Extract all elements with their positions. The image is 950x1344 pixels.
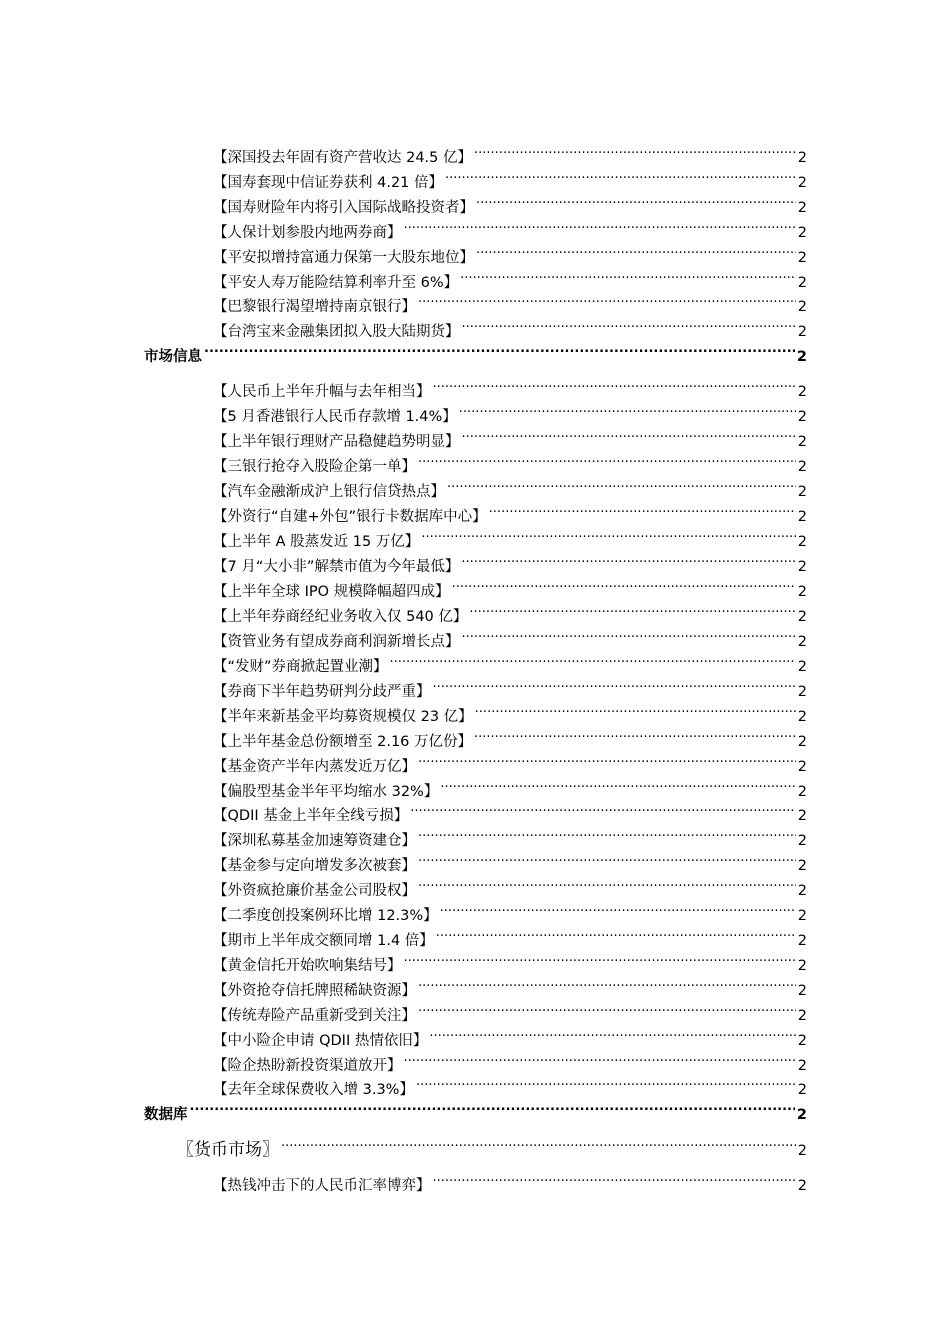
toc-entry-page: 2	[796, 1107, 807, 1123]
toc-entry[interactable]	[213, 921, 807, 949]
toc-entry-page: 2	[797, 509, 807, 525]
dot-leader	[436, 921, 796, 945]
dot-leader	[404, 1046, 796, 1070]
toc-entry-title: 【险企热盼新投资渠道放开】	[213, 1058, 402, 1074]
dot-leader	[204, 337, 795, 361]
toc-entry-title: 【三银行抢夺入股险企第一单】	[213, 459, 416, 475]
toc-entry-title: 【7 月“大小非”解禁市值为今年最低】	[213, 559, 460, 575]
toc-entry-page: 2	[797, 1058, 807, 1074]
dot-leader	[421, 522, 795, 546]
dot-leader	[433, 672, 796, 696]
dot-leader	[390, 647, 796, 671]
toc-subsection-heading[interactable]	[177, 1131, 807, 1160]
toc-entry-title: 【期市上半年成交额同增 1.4 倍】	[213, 933, 434, 949]
toc-entry[interactable]	[213, 163, 807, 191]
toc-entry[interactable]	[213, 672, 807, 700]
toc-entry[interactable]	[213, 138, 807, 166]
dot-leader	[404, 213, 796, 237]
toc-entry-page: 2	[797, 559, 807, 575]
toc-entry[interactable]	[213, 1166, 807, 1194]
toc-entry-page: 2	[797, 175, 807, 191]
toc-entry-title: 【台湾宝来金融集团拟入股大陆期货】	[213, 324, 460, 340]
toc-entry-title: 【中小险企申请 QDII 热情依旧】	[213, 1033, 428, 1049]
dot-leader	[281, 1131, 796, 1155]
toc-entry-page: 2	[797, 534, 807, 550]
toc-entry-title: 【黄金信托开始吹响集结号】	[213, 958, 402, 974]
toc-entry-title: 【平安拟增持富通力保第一大股东地位】	[213, 250, 474, 266]
dot-leader	[474, 138, 796, 162]
dot-leader	[469, 597, 795, 621]
toc-entry-title: 【QDII 基金上半年全线亏损】	[213, 808, 409, 824]
toc-entry-title: 【国寿套现中信证券获利 4.21 倍】	[213, 175, 444, 191]
toc-entry-page: 2	[797, 609, 807, 625]
toc-entry-page: 2	[797, 434, 807, 450]
toc-entry[interactable]	[213, 522, 807, 550]
toc-entry[interactable]	[213, 946, 807, 974]
toc-entry[interactable]	[213, 996, 807, 1024]
toc-entry-title: 【上半年全球 IPO 规模降幅超四成】	[213, 584, 450, 600]
dot-leader	[462, 622, 796, 646]
toc-entry-page: 2	[797, 808, 807, 824]
toc-entry[interactable]	[213, 372, 807, 400]
toc-entry-title: 【热钱冲击下的人民币汇率博弈】	[213, 1178, 431, 1194]
toc-entry-page: 2	[797, 1143, 807, 1159]
dot-leader	[418, 747, 796, 771]
toc-entry-page: 2	[797, 1033, 807, 1049]
toc-entry[interactable]	[213, 747, 807, 775]
toc-entry-title: 【二季度创投案例环比增 12.3%】	[213, 908, 438, 924]
dot-leader	[474, 722, 796, 746]
toc-entry-title: 【上半年 A 股蒸发近 15 万亿】	[213, 534, 420, 550]
toc-entry-title: 【券商下半年趋势研判分歧严重】	[213, 684, 431, 700]
toc-entry-title: 【偏股型基金半年平均缩水 32%】	[213, 784, 439, 800]
toc-entry-page: 2	[797, 734, 807, 750]
toc-entry-title: 【外资疯抢廉价基金公司股权】	[213, 883, 416, 899]
toc-entry-page: 2	[797, 759, 807, 775]
toc-entry-title: 【上半年基金总份额增至 2.16 万亿份】	[213, 734, 473, 750]
toc-entry[interactable]	[213, 597, 807, 625]
toc-entry-title: 【传统寿险产品重新受到关注】	[213, 1008, 416, 1024]
toc-entry[interactable]	[213, 447, 807, 475]
dot-leader	[418, 287, 796, 311]
toc-entry[interactable]	[213, 238, 807, 266]
toc-entry-page: 2	[797, 908, 807, 924]
toc-entry[interactable]	[213, 213, 807, 241]
dot-leader	[418, 846, 796, 870]
toc-entry-title: 【基金资产半年内蒸发近万亿】	[213, 759, 416, 775]
toc-entry-title: 【巴黎银行渴望增持南京银行】	[213, 299, 416, 315]
toc-entry[interactable]	[213, 871, 807, 899]
toc-entry-page: 2	[797, 275, 807, 291]
toc-entry[interactable]	[213, 472, 807, 500]
toc-entry-title: 【“发财”券商掀起置业潮】	[213, 659, 388, 675]
toc-entry-page: 2	[797, 384, 807, 400]
toc-entry-page: 2	[797, 1082, 807, 1098]
toc-entry-title: 【国寿财险年内将引入国际战略投资者】	[213, 200, 474, 216]
toc-entry-title: 【上半年银行理财产品稳健趋势明显】	[213, 434, 460, 450]
dot-leader	[447, 472, 796, 496]
toc-entry-title: 【外资行“自建+外包”银行卡数据库中心】	[213, 509, 487, 525]
dot-leader	[418, 971, 796, 995]
toc-entry[interactable]	[213, 647, 807, 675]
toc-entry-page: 2	[797, 933, 807, 949]
toc-entry-page: 2	[797, 1008, 807, 1024]
dot-leader	[416, 1070, 796, 1094]
dot-leader	[476, 238, 796, 262]
toc-entry-title: 市场信息	[144, 349, 202, 365]
toc-entry-title: 【半年来新基金平均募资规模仅 23 亿】	[213, 709, 473, 725]
toc-entry-page: 2	[797, 983, 807, 999]
toc-entry[interactable]	[213, 821, 807, 849]
toc-entry-page: 2	[797, 484, 807, 500]
toc-entry-page: 2	[797, 459, 807, 475]
toc-entry[interactable]	[213, 722, 807, 750]
toc-entry-page: 2	[797, 709, 807, 725]
toc-entry[interactable]	[213, 263, 807, 291]
dot-leader	[190, 1095, 795, 1119]
toc-entry[interactable]	[213, 1046, 807, 1074]
toc-entry-page: 2	[797, 584, 807, 600]
toc-entry-title: 〖货币市场〗	[177, 1140, 279, 1160]
dot-leader	[476, 188, 796, 212]
toc-entry-title: 【深国投去年固有资产营收达 24.5 亿】	[213, 150, 473, 166]
toc-entry-page: 2	[797, 200, 807, 216]
dot-leader	[418, 996, 796, 1020]
toc-entry[interactable]	[213, 846, 807, 874]
toc-entry-title: 【上半年券商经纪业务收入仅 540 亿】	[213, 609, 468, 625]
toc-entry-title: 【深圳私募基金加速筹资建仓】	[213, 833, 416, 849]
dot-leader	[418, 871, 796, 895]
toc-entry-page: 2	[797, 409, 807, 425]
toc-entry-title: 数据库	[144, 1107, 188, 1123]
toc-entry[interactable]	[213, 572, 807, 600]
dot-leader	[429, 1021, 795, 1045]
toc-entry-title: 【汽车金融渐成沪上银行信贷热点】	[213, 484, 445, 500]
toc-entry-page: 2	[797, 684, 807, 700]
toc-entry[interactable]	[213, 1070, 807, 1098]
toc-entry[interactable]	[213, 622, 807, 650]
toc-entry-title: 【人保计划参股内地两券商】	[213, 225, 402, 241]
toc-entry[interactable]	[213, 547, 807, 575]
toc-entry-page: 2	[797, 883, 807, 899]
toc-entry-page: 2	[797, 324, 807, 340]
toc-entry[interactable]	[213, 697, 807, 725]
toc-entry-page: 2	[796, 349, 807, 365]
toc-entry-title: 【资管业务有望成券商利润新增长点】	[213, 634, 460, 650]
toc-section-heading[interactable]	[144, 337, 807, 365]
dot-leader	[475, 697, 796, 721]
toc-section-heading[interactable]	[144, 1095, 807, 1123]
dot-leader	[462, 422, 796, 446]
toc-entry-title: 【去年全球保费收入增 3.3%】	[213, 1082, 414, 1098]
dot-leader	[410, 796, 796, 820]
toc-entry-title: 【基金参与定向增发多次被套】	[213, 858, 416, 874]
dot-leader	[404, 946, 796, 970]
dot-leader	[445, 163, 796, 187]
toc-entry-title: 【5 月香港银行人民币存款增 1.4%】	[213, 409, 457, 425]
dot-leader	[460, 263, 796, 287]
toc-entry-page: 2	[797, 858, 807, 874]
toc-entry[interactable]	[213, 422, 807, 450]
toc-entry-page: 2	[797, 958, 807, 974]
toc-entry[interactable]	[213, 188, 807, 216]
dot-leader	[459, 397, 796, 421]
toc-entry[interactable]	[213, 287, 807, 315]
toc-entry-page: 2	[797, 784, 807, 800]
toc-entry[interactable]	[213, 312, 807, 340]
toc-entry-page: 2	[797, 833, 807, 849]
toc-entry-title: 【人民币上半年升幅与去年相当】	[213, 384, 431, 400]
toc-entry-title: 【外资抢夺信托牌照稀缺资源】	[213, 983, 416, 999]
toc-entry-page: 2	[797, 225, 807, 241]
toc-entry-page: 2	[797, 634, 807, 650]
toc-entry[interactable]	[213, 497, 807, 525]
toc-entry-page: 2	[797, 299, 807, 315]
dot-leader	[462, 312, 796, 336]
toc-entry-page: 2	[797, 250, 807, 266]
toc-entry[interactable]	[213, 397, 807, 425]
toc-entry-page: 2	[797, 659, 807, 675]
dot-leader	[433, 1166, 796, 1190]
toc-entry[interactable]	[213, 971, 807, 999]
toc-entry[interactable]	[213, 796, 807, 824]
dot-leader	[418, 821, 796, 845]
dot-leader	[433, 372, 796, 396]
dot-leader	[461, 547, 795, 571]
dot-leader	[489, 497, 796, 521]
toc-entry-page: 2	[797, 1178, 807, 1194]
toc-entry[interactable]	[213, 1021, 807, 1049]
toc-entry[interactable]	[213, 772, 807, 800]
toc-entry[interactable]	[213, 896, 807, 924]
toc-entry-page: 2	[797, 150, 807, 166]
dot-leader	[440, 772, 795, 796]
toc-entry-title: 【平安人寿万能险结算利率升至 6%】	[213, 275, 459, 291]
dot-leader	[452, 572, 796, 596]
dot-leader	[418, 447, 796, 471]
dot-leader	[440, 896, 796, 920]
